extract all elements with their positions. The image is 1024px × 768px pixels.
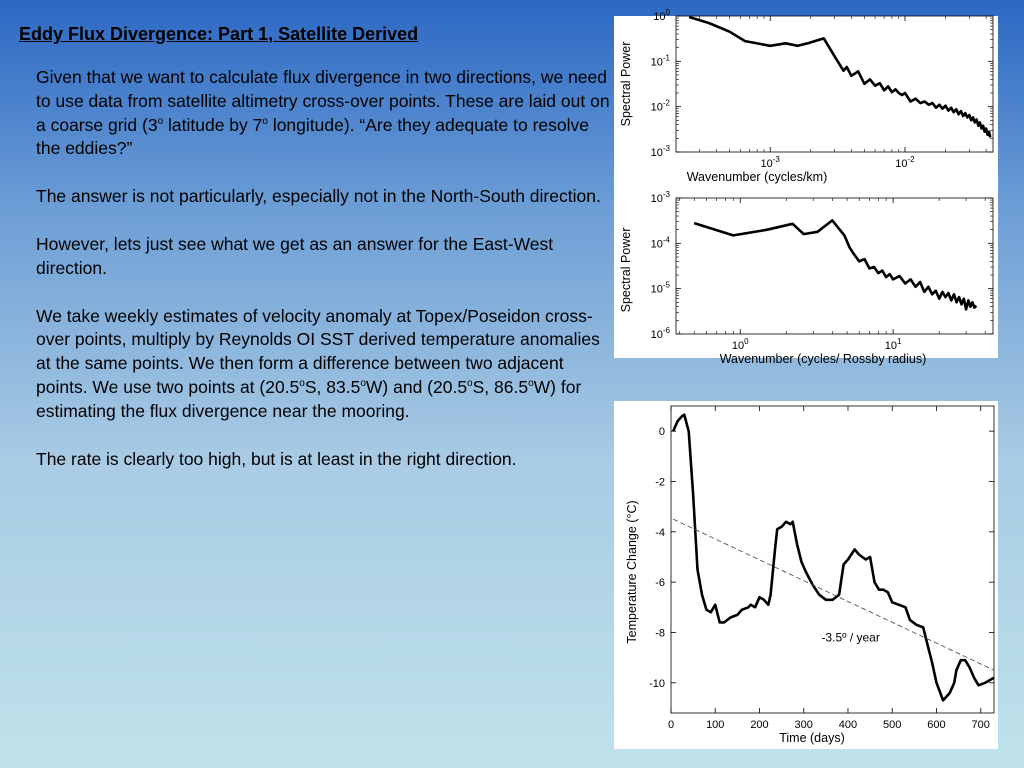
spectrum-km-plot bbox=[614, 8, 998, 192]
tick-exponent: -4 bbox=[662, 235, 670, 245]
x-axis-label: Wavenumber (cycles/ Rossby radius) bbox=[719, 352, 927, 366]
y-tick-label: -10 bbox=[649, 677, 665, 690]
tick-base: 10 bbox=[884, 340, 898, 352]
spectrum-km-chart bbox=[614, 8, 998, 192]
tick-exponent: 0 bbox=[665, 8, 670, 17]
tick-exponent: -3 bbox=[772, 155, 780, 164]
tick-exponent: 0 bbox=[744, 337, 749, 346]
plot-frame bbox=[676, 198, 993, 334]
plot-frame bbox=[676, 16, 993, 152]
tick-exponent: -5 bbox=[662, 280, 670, 290]
y-tick-label bbox=[653, 8, 670, 23]
tick-exponent: -2 bbox=[662, 98, 670, 108]
x-tick-label bbox=[761, 155, 781, 170]
tick-base: 10 bbox=[650, 283, 663, 296]
paragraph-text: S, 83.5 bbox=[304, 376, 361, 397]
y-tick-label bbox=[651, 326, 671, 341]
paragraph-text: We take weekly estimates of velocity anomaly at Topex/Poseidon cross-over points, multiply by Reynolds OI SST derived temperature anomalies at the same points. We then form a difference between two adjacent points. We use two points at (20.5 bbox=[36, 305, 600, 397]
y-axis-label: Temperature Change (°C) bbox=[625, 500, 639, 644]
x-tick-label: 700 bbox=[971, 719, 990, 731]
tick-exponent: -6 bbox=[662, 326, 670, 335]
body-paragraph bbox=[36, 233, 616, 281]
y-tick-label: -6 bbox=[655, 577, 665, 590]
x-tick-label: 200 bbox=[750, 719, 769, 731]
body-paragraph bbox=[36, 185, 616, 209]
paragraph-text: S, 86.5 bbox=[472, 376, 529, 397]
x-tick-label bbox=[895, 155, 915, 170]
spectrum-rossby-chart bbox=[614, 186, 998, 366]
x-axis-label: Wavenumber (cycles/km) bbox=[686, 170, 828, 184]
tick-base: 10 bbox=[650, 101, 663, 114]
tick-exponent: -3 bbox=[662, 190, 670, 199]
x-tick-label bbox=[885, 337, 902, 352]
degree-superscript: o bbox=[360, 378, 366, 390]
paragraph-text: The answer is not particularly, especially not in the North-South direction. bbox=[36, 186, 601, 207]
y-tick-label bbox=[651, 235, 671, 250]
tick-base: 10 bbox=[650, 329, 663, 341]
x-axis-label: Time (days) bbox=[779, 731, 845, 745]
body-paragraph bbox=[36, 305, 616, 424]
x-tick-label: 0 bbox=[667, 719, 675, 731]
tick-base: 10 bbox=[653, 11, 666, 23]
tick-exponent: -1 bbox=[662, 53, 670, 63]
y-axis-label: Spectral Power bbox=[619, 227, 633, 313]
temperature-change-chart bbox=[614, 401, 998, 749]
paragraph-text: longitude). “Are they adequate to resolve the eddies?” bbox=[36, 114, 589, 159]
paragraph-text: However, lets just see what we get as an answer for the East-West direction. bbox=[36, 233, 554, 278]
paragraph-text: W) for estimating the flux divergence near the mooring. bbox=[36, 376, 582, 421]
tick-base: 10 bbox=[650, 238, 663, 251]
tick-base: 10 bbox=[650, 147, 663, 159]
degree-superscript: o bbox=[157, 115, 164, 127]
plot-frame bbox=[671, 406, 994, 713]
paragraph-text: W) and (20.5 bbox=[365, 376, 468, 397]
body-paragraph bbox=[36, 66, 616, 161]
paragraph-text: latitude by 7 bbox=[163, 114, 263, 135]
slide-body bbox=[36, 66, 616, 495]
tick-base: 10 bbox=[650, 193, 663, 205]
x-tick-label bbox=[732, 337, 749, 352]
tick-exponent: -3 bbox=[662, 144, 670, 153]
tick-base: 10 bbox=[650, 56, 663, 69]
tick-exponent: -2 bbox=[907, 155, 915, 164]
degree-superscript: o bbox=[528, 378, 534, 390]
degree-superscript: o bbox=[467, 378, 473, 390]
y-tick-label bbox=[651, 190, 671, 205]
paragraph-text: The rate is clearly too high, but is at least in the right direction. bbox=[36, 448, 517, 469]
x-tick-label: 100 bbox=[706, 719, 725, 731]
spectrum-rossby-plot bbox=[614, 186, 998, 366]
temperature-change-plot bbox=[614, 401, 998, 749]
y-tick-label: -2 bbox=[655, 476, 665, 489]
paragraph-text: Given that we want to calculate flux divergence in two directions, we need to use data from satellite altimetry cross-over points. These are laid out on a coarse grid (3 bbox=[36, 67, 610, 135]
y-tick-label bbox=[651, 144, 671, 159]
x-tick-label: 600 bbox=[927, 719, 946, 731]
x-tick-label: 300 bbox=[794, 719, 813, 731]
tick-base: 10 bbox=[731, 340, 745, 352]
degree-superscript: o bbox=[262, 115, 268, 127]
slide-title: Eddy Flux Divergence: Part 1, Satellite Derived bbox=[19, 24, 419, 44]
tick-exponent: 1 bbox=[897, 337, 902, 346]
tick-base: 10 bbox=[760, 158, 773, 170]
y-tick-label bbox=[651, 53, 671, 68]
y-tick-label: -4 bbox=[655, 526, 665, 539]
trend-annotation: -3.5º / year bbox=[821, 630, 880, 645]
y-tick-label: -8 bbox=[655, 627, 665, 640]
x-tick-label: 500 bbox=[883, 719, 902, 731]
y-tick-label bbox=[651, 281, 671, 296]
y-tick-label bbox=[651, 99, 671, 114]
body-paragraph bbox=[36, 448, 616, 472]
y-axis-label: Spectral Power bbox=[619, 41, 633, 127]
degree-superscript: o bbox=[299, 378, 305, 390]
y-tick-label: 0 bbox=[658, 426, 665, 439]
tick-base: 10 bbox=[895, 158, 908, 170]
x-tick-label: 400 bbox=[838, 719, 858, 731]
